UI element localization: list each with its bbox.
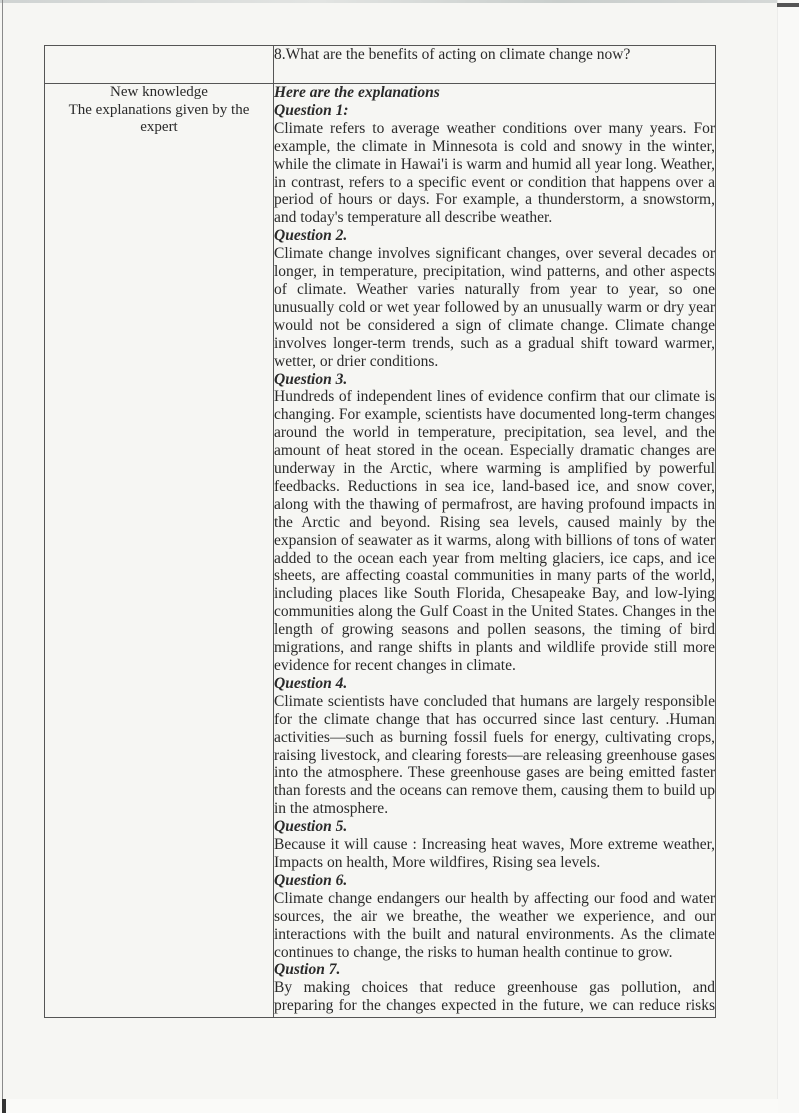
question-7-answer: By making choices that reduce greenhouse gas pollution, and preparing for the changes expected in the future, we can reduce risks xyxy=(274,979,715,1015)
explanations-cell xyxy=(274,84,716,1018)
question-3-heading: Question 3. xyxy=(274,370,348,388)
question-8-text: 8.What are the benefits of acting on climate change now? xyxy=(274,46,716,84)
question-2-answer: Climate change involves significant changes, over several decades or longer, in temperature, precipitation, wind patterns, and other aspects of climate. Weather varies naturally from year to year, so one unusually cold or wet year followed by an unusually warm or dry year would not be considered a sign of climate change. Climate change involves longer-term trends, such as a gradual shift toward warmer, wetter, or drier conditions. xyxy=(274,245,715,370)
table-row-question-8 xyxy=(45,46,716,84)
label-line-1: New knowledge xyxy=(110,84,208,100)
question-7-heading: Qustion 7. xyxy=(274,961,341,979)
table-row-new-knowledge xyxy=(45,84,716,1018)
label-line-2: The explanations given by the xyxy=(68,101,250,118)
empty-label-cell xyxy=(45,46,274,84)
explanations-heading: Here are the explanations xyxy=(274,84,440,101)
question-4-heading: Question 4. xyxy=(274,674,348,692)
question-6-heading: Question 6. xyxy=(274,871,348,889)
question-6-answer: Climate change endangers our health by affecting our food and water sources, the air we breathe, the weather we experience, and our interactions with the built and natural environments. As the climate continues to change, the risks to human health continue to grow. xyxy=(274,889,715,961)
scan-bottom-mark xyxy=(2,1099,6,1113)
scan-left-edge xyxy=(2,0,3,1100)
scan-corner-mark xyxy=(777,3,799,7)
question-2-heading: Question 2. xyxy=(274,227,348,245)
label-line-3: expert xyxy=(140,119,178,135)
question-1-heading: Question 1: xyxy=(274,101,349,119)
scan-top-edge xyxy=(0,0,799,3)
question-5-heading: Question 5. xyxy=(274,818,348,836)
question-4-answer: Climate scientists have concluded that humans are largely responsible for the climate change that has occurred since last century. .Human activities—such as burning fossil fuels for energy, cultivating crops, raising livestock, and clearing forests—are releasing greenhouse gases into the atmosphere. These greenhouse gases are being emitted faster than forests and the oceans can remove them, causing them to build up in the atmosphere. xyxy=(274,692,715,818)
explanations-table xyxy=(44,45,716,1018)
scan-right-margin xyxy=(777,0,799,1113)
new-knowledge-label-cell xyxy=(45,84,274,1018)
question-1-answer: Climate refers to average weather conditions over many years. For example, the climate in Minnesota is cold and snowy in the winter, while the climate in Hawai'i is warm and humid all year long. Weather, in contrast, refers to a specific event or condition that happens over a period of hours or days. For example, a thunderstorm, a snowstorm, and today's temperature all describe weather. xyxy=(274,119,715,227)
scan-bottom-edge xyxy=(0,1099,778,1113)
question-3-answer: Hundreds of independent lines of evidence confirm that our climate is changing. For example, scientists have documented long-term changes around the world in temperature, precipitation, sea level, and the amount of heat stored in the ocean. Especially dramatic changes are underway in the Arctic, where warming is amplified by powerful feedbacks. Reductions in sea ice, land-based ice, and snow cover, along with the thawing of permafrost, are having profound impacts in the Arctic and beyond. Rising sea levels, caused mainly by the expansion of seawater as it warms, along with billions of tons of water added to the ocean each year from melting glaciers, ice caps, and ice sheets, are affecting coastal communities in many parts of the world, including places like South Florida, Chesapeake Bay, and low-lying communities along the Gulf Coast in the United States. Changes in the length of growing seasons and pollen seasons, the timing of bird migrations, and range shifts in plants and wildlife provide still more evidence for recent changes in climate. xyxy=(274,388,715,674)
question-5-answer: Because it will cause : Increasing heat waves, More extreme weather, Impacts on health, More wildfires, Rising sea levels. xyxy=(274,836,715,871)
